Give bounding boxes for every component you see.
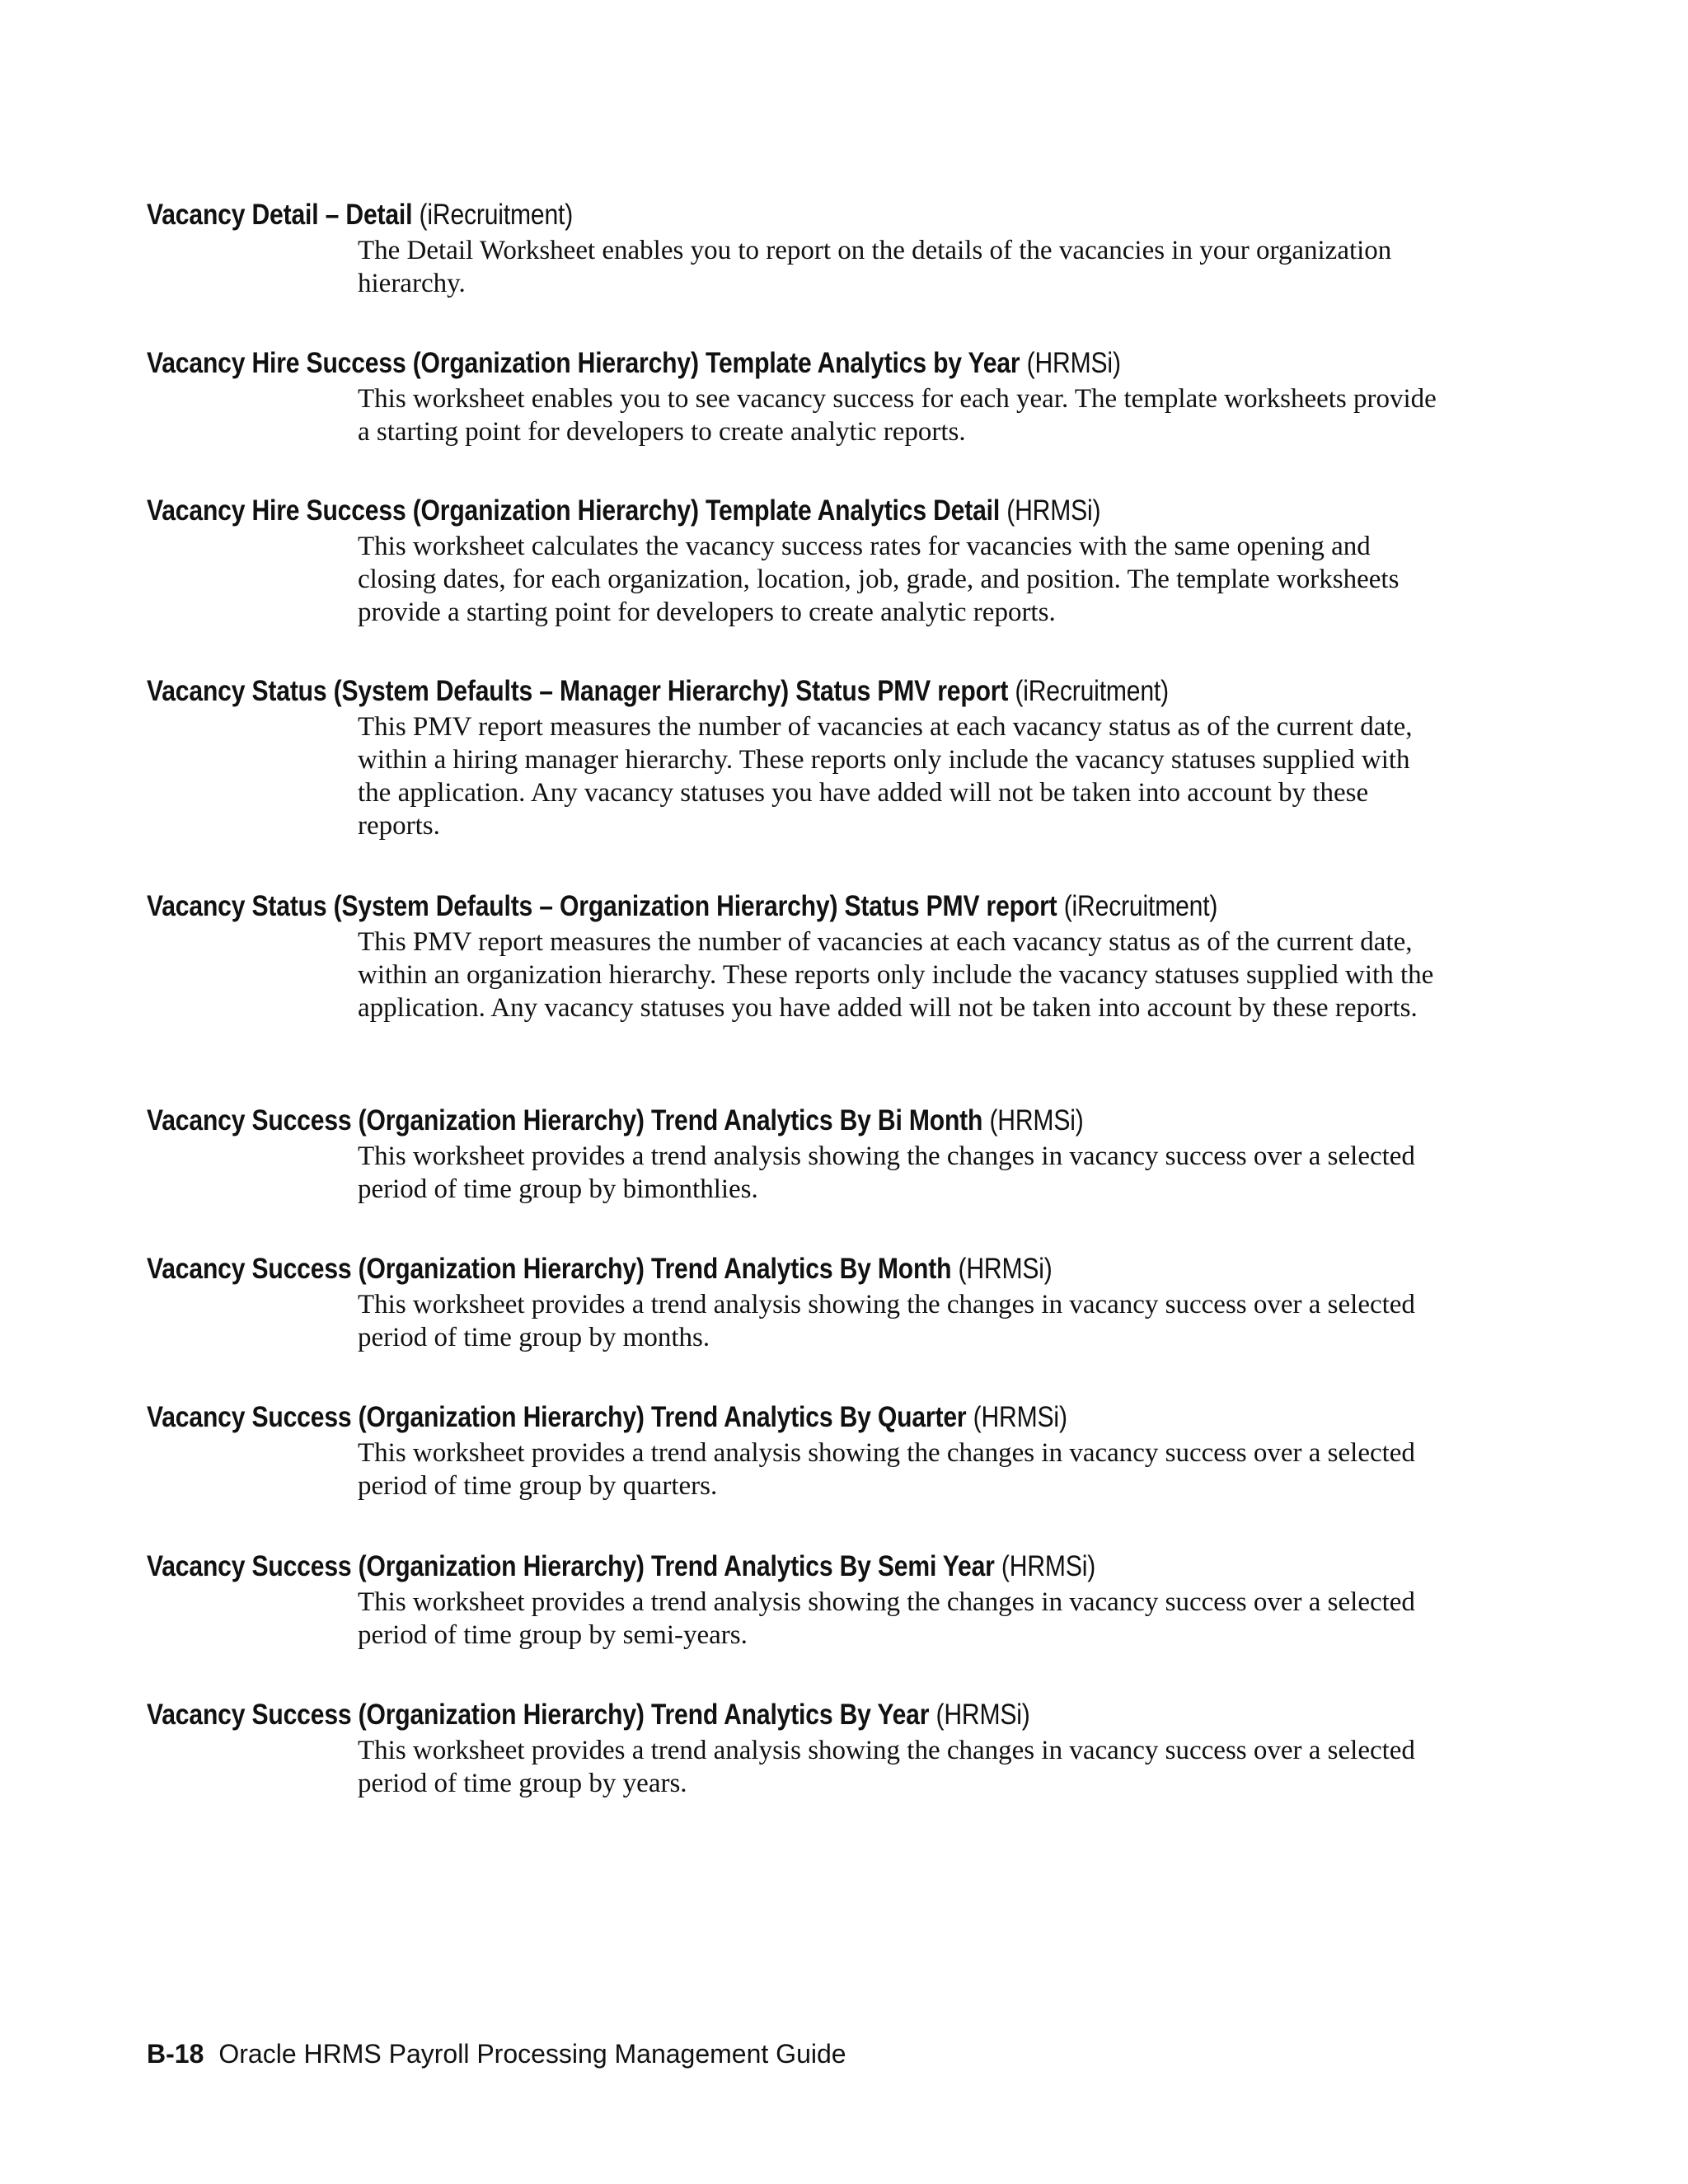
report-description: This worksheet provides a trend analysis showing the changes in vacancy success over a selected period of time group by bimonthlies.	[358, 1141, 1415, 1204]
report-title	[147, 673, 1281, 710]
report-name: Vacancy Success (Organization Hierarchy) Trend Analytics By Quarter	[147, 1401, 967, 1433]
report-product: (iRecruitment)	[419, 199, 574, 231]
report-entry	[147, 492, 1465, 673]
report-description: This worksheet provides a trend analysis showing the changes in vacancy success over a selected period of time group by quarters.	[358, 1438, 1415, 1501]
report-entry	[147, 888, 1465, 1102]
report-title	[147, 1696, 1281, 1734]
report-title	[147, 1250, 1281, 1288]
report-product: (iRecruitment)	[1063, 890, 1218, 922]
report-title	[147, 196, 1281, 234]
report-title	[147, 888, 1281, 926]
report-name: Vacancy Status (System Defaults – Manager Hierarchy) Status PMV report	[147, 675, 1009, 707]
report-entry	[147, 344, 1465, 492]
report-name: Vacancy Success (Organization Hierarchy) Trend Analytics By Month	[147, 1253, 952, 1285]
report-description: This worksheet enables you to see vacancy success for each year. The template worksheets provide a starting point for developers to create analytic reports.	[358, 384, 1437, 447]
report-product: (HRMSi)	[958, 1253, 1053, 1285]
book-title: Oracle HRMS Payroll Processing Management Guide	[218, 2039, 846, 2069]
report-entry	[147, 1696, 1465, 1844]
report-description: This worksheet calculates the vacancy success rates for vacancies with the same opening and closing dates, for each organization, location, job, grade, and position. The template worksheets provide a starting point for developers to create analytic reports.	[358, 532, 1400, 627]
report-product: (HRMSi)	[1026, 347, 1121, 379]
report-list	[147, 196, 1465, 1844]
report-description: This PMV report measures the number of vacancies at each vacancy status as of the current date, within an organization hierarchy. These reports only include the vacancy statuses supplied with the application. Any vacancy statuses you have added will not be taken into account by these reports.	[358, 927, 1434, 1023]
report-description: The Detail Worksheet enables you to report on the details of the vacancies in your organization hierarchy.	[358, 236, 1392, 298]
report-description: This worksheet provides a trend analysis showing the changes in vacancy success over a selected period of time group by years.	[358, 1736, 1415, 1798]
report-product: (HRMSi)	[935, 1699, 1030, 1731]
report-name: Vacancy Success (Organization Hierarchy) Trend Analytics By Year	[147, 1699, 930, 1731]
report-product: (HRMSi)	[973, 1401, 1067, 1433]
report-description: This worksheet provides a trend analysis showing the changes in vacancy success over a selected period of time group by semi-years.	[358, 1587, 1415, 1650]
report-title	[147, 344, 1281, 382]
report-title	[147, 1399, 1281, 1436]
report-name: Vacancy Hire Success (Organization Hierarchy) Template Analytics by Year	[147, 347, 1020, 379]
report-entry	[147, 1548, 1465, 1696]
report-product: (HRMSi)	[1001, 1550, 1096, 1582]
report-name: Vacancy Hire Success (Organization Hierarchy) Template Analytics Detail	[147, 494, 1001, 527]
report-entry	[147, 673, 1465, 888]
page-footer	[147, 2037, 846, 2070]
report-description: This PMV report measures the number of vacancies at each vacancy status as of the current date, within a hiring manager hierarchy. These reports only include the vacancy statuses supplied with the application. Any vacancy statuses you have added will not be taken into account by these reports.	[358, 712, 1413, 841]
report-product: (iRecruitment)	[1015, 675, 1169, 707]
report-name: Vacancy Detail – Detail	[147, 199, 413, 231]
report-entry	[147, 1399, 1465, 1548]
report-title	[147, 1102, 1281, 1140]
report-entry	[147, 1250, 1465, 1399]
report-title	[147, 492, 1281, 530]
report-product: (HRMSi)	[989, 1104, 1084, 1137]
report-title	[147, 1548, 1281, 1586]
report-name: Vacancy Success (Organization Hierarchy) Trend Analytics By Bi Month	[147, 1104, 983, 1137]
report-name: Vacancy Success (Organization Hierarchy) Trend Analytics By Semi Year	[147, 1550, 995, 1582]
report-name: Vacancy Status (System Defaults – Organization Hierarchy) Status PMV report	[147, 890, 1057, 922]
report-entry	[147, 1102, 1465, 1250]
report-description: This worksheet provides a trend analysis showing the changes in vacancy success over a selected period of time group by months.	[358, 1290, 1415, 1352]
page-number: B-18	[147, 2039, 204, 2069]
report-entry	[147, 196, 1465, 344]
report-product: (HRMSi)	[1006, 494, 1101, 527]
